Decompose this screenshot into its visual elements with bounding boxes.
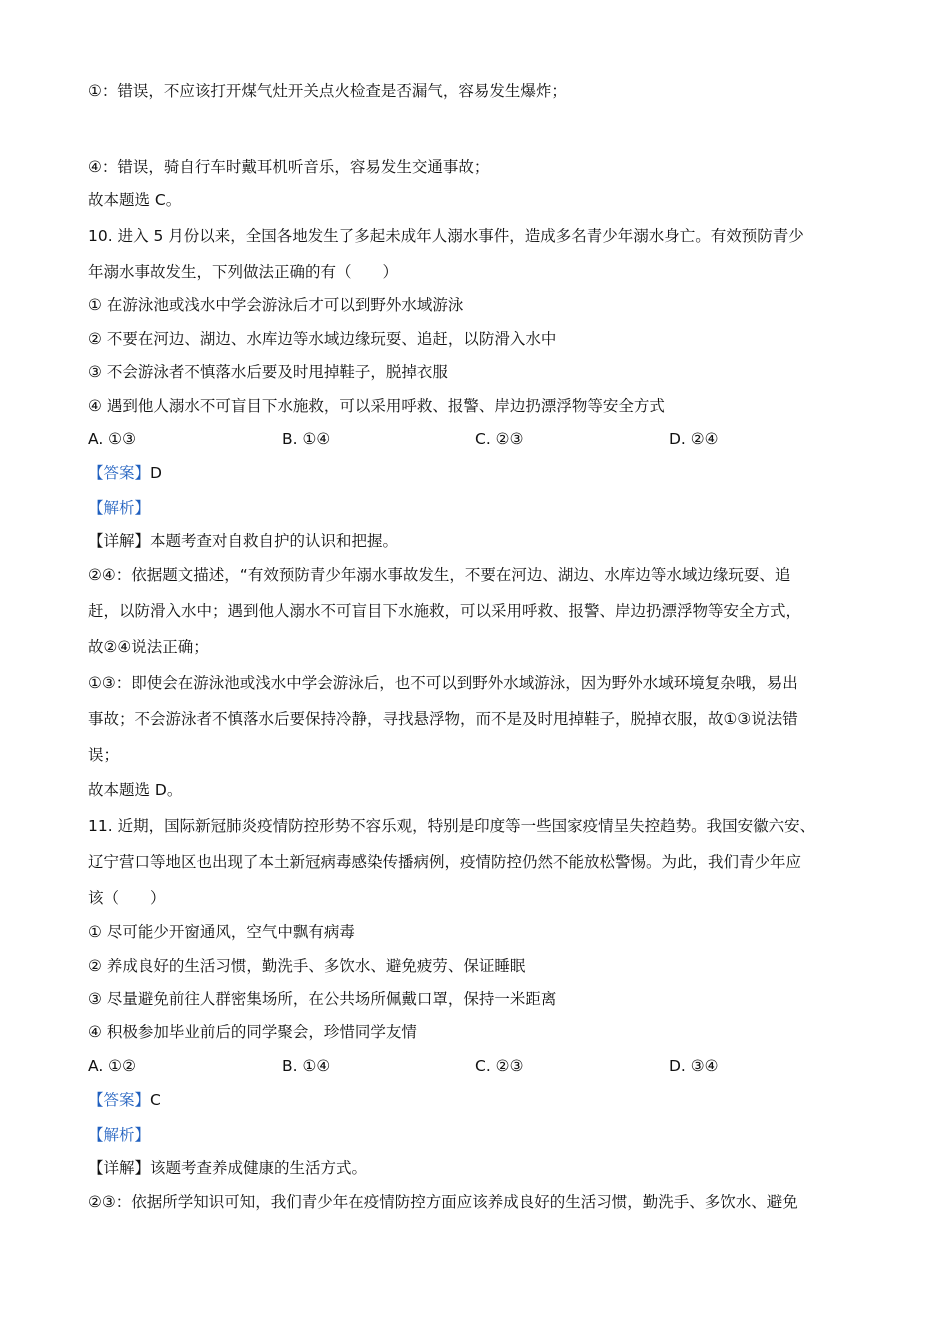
question-11-item: ③ 尽量避免前往人群密集场所，在公共场所佩戴口罩，保持一米距离 xyxy=(88,990,557,1008)
option-b: B. ①④ xyxy=(282,1057,331,1075)
conclusion-line: 故本题选 D。 xyxy=(88,781,183,799)
option-a: A. ①② xyxy=(88,1057,136,1075)
text-line: ①：错误，不应该打开煤气灶开关点火检查是否漏气，容易发生爆炸； xyxy=(88,82,567,100)
explanation-line: ②④：依据题文描述，“有效预防青少年溺水事故发生，不要在河边、湖边、水库边等水域边缘玩耍、追 xyxy=(88,566,791,584)
answer-line xyxy=(88,1089,161,1111)
answer-tag: 【答案】 xyxy=(88,1091,151,1109)
explanation-line: ①③：即使会在游泳池或浅水中学会游泳后，也不可以到野外水域游泳，因为野外水域环境复杂哦，易出 xyxy=(88,674,798,692)
option-c: C. ②③ xyxy=(475,430,524,448)
detail-tag: 【详解】 xyxy=(88,532,151,550)
explanation-line: 误； xyxy=(88,746,120,764)
text-line: ④：错误，骑自行车时戴耳机听音乐，容易发生交通事故； xyxy=(88,158,490,176)
question-10-item: ② 不要在河边、湖边、水库边等水域边缘玩耍、追赶，以防滑入水中 xyxy=(88,330,557,348)
text-line: 故本题选 C。 xyxy=(88,191,182,209)
explanation-line: ②③：依据所学知识可知，我们青少年在疫情防控方面应该养成良好的生活习惯，勤洗手、多饮水、避免 xyxy=(88,1193,798,1211)
analysis-tag: 【解析】 xyxy=(88,1126,151,1144)
answer-line xyxy=(88,462,162,484)
question-10-item: ③ 不会游泳者不慎落水后要及时甩掉鞋子，脱掉衣服 xyxy=(88,363,448,381)
answer-value: C xyxy=(150,1091,161,1109)
explanation-line: 赶，以防滑入水中；遇到他人溺水不可盲目下水施救，可以采用呼救、报警、岸边扔漂浮物等安全方式， xyxy=(88,602,802,620)
question-10-item: ④ 遇到他人溺水不可盲目下水施救，可以采用呼救、报警、岸边扔漂浮物等安全方式 xyxy=(88,397,665,415)
option-d: D. ③④ xyxy=(669,1057,719,1075)
option-c: C. ②③ xyxy=(475,1057,524,1075)
question-10-item: ① 在游泳池或浅水中学会游泳后才可以到野外水域游泳 xyxy=(88,296,464,314)
question-10-stem: 年溺水事故发生，下列做法正确的有（ ） xyxy=(88,263,399,281)
answer-value: D xyxy=(150,464,162,482)
question-11-stem: 辽宁营口等地区也出现了本土新冠病毒感染传播病例，疫情防控仍然不能放松警惕。为此，我们青少年应 xyxy=(88,853,802,871)
question-11-stem: 11. 近期，国际新冠肺炎疫情防控形势不容乐观，特别是印度等一些国家疫情呈失控趋势。我国安徽六安、 xyxy=(88,817,816,835)
option-d: D. ②④ xyxy=(669,430,719,448)
explanation-line: 故②④说法正确； xyxy=(88,638,209,656)
detail-text: 本题考查对自救自护的认识和把握。 xyxy=(150,532,399,550)
question-11-stem: 该（ ） xyxy=(88,889,166,907)
option-b: B. ①④ xyxy=(282,430,331,448)
detail-tag: 【详解】 xyxy=(88,1159,151,1177)
detail-line xyxy=(88,530,398,552)
detail-text: 该题考查养成健康的生活方式。 xyxy=(150,1159,368,1177)
question-10-stem: 10. 进入 5 月份以来，全国各地发生了多起未成年人溺水事件，造成多名青少年溺水身亡。有效预防青少 xyxy=(88,227,804,245)
answer-tag: 【答案】 xyxy=(88,464,151,482)
question-11-item: ① 尽可能少开窗通风，空气中飘有病毒 xyxy=(88,923,355,941)
question-11-item: ② 养成良好的生活习惯，勤洗手、多饮水、避免疲劳、保证睡眠 xyxy=(88,957,526,975)
detail-line xyxy=(88,1157,367,1179)
question-11-item: ④ 积极参加毕业前后的同学聚会，珍惜同学友情 xyxy=(88,1023,417,1041)
analysis-tag: 【解析】 xyxy=(88,499,151,517)
explanation-line: 事故；不会游泳者不慎落水后要保持冷静，寻找悬浮物，而不是及时甩掉鞋子，脱掉衣服，故①③说法错 xyxy=(88,710,798,728)
option-a: A. ①③ xyxy=(88,430,136,448)
